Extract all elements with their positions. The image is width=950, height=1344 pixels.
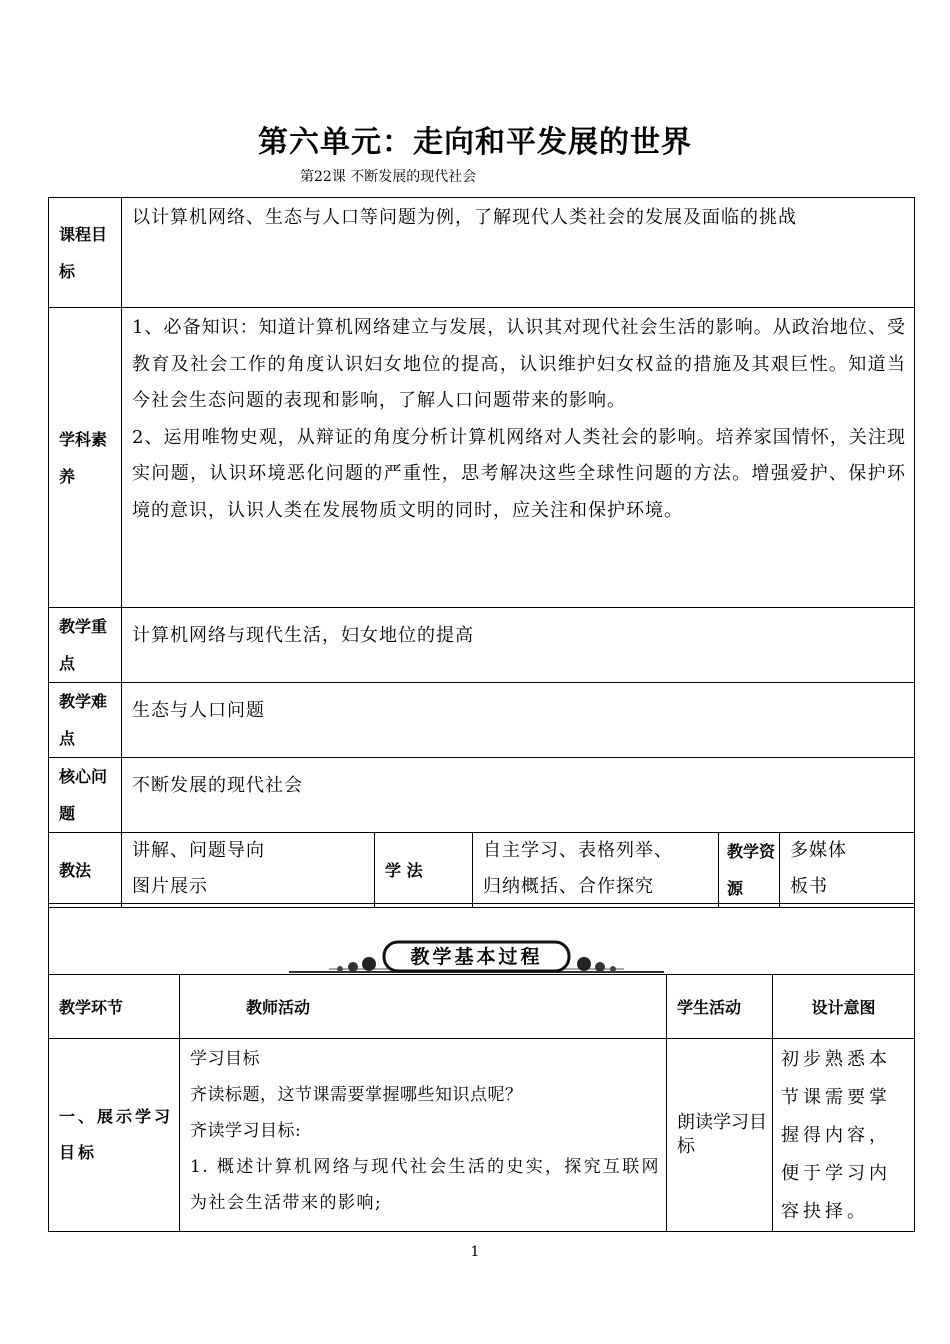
course-goal-label: 课程目标: [49, 198, 122, 308]
teacher-line: 1. 概述计算机网络与现代社会生活的史实，探究互联网为社会生活带来的影响;: [190, 1157, 660, 1213]
core-question-text: 不断发展的现代社会: [122, 758, 915, 833]
process-stage: 一、展示学习目标: [49, 1039, 180, 1232]
process-header-row: [49, 975, 915, 1039]
teacher-line: 齐读标题，这节课需要掌握哪些知识点呢？: [190, 1085, 523, 1105]
course-goal-text: 以计算机网络、生态与人口等问题为例，了解现代人类社会的发展及面临的挑战: [122, 198, 915, 308]
teacher-line: 学习目标: [190, 1049, 260, 1069]
resources-text: [780, 833, 915, 908]
process-student-activity: 朗读学习目标: [667, 1039, 773, 1232]
resources-line-1: 多媒体: [790, 840, 847, 861]
header-design: 设计意图: [773, 975, 915, 1039]
header-student: 学生活动: [667, 975, 773, 1039]
row-methods: [49, 833, 915, 908]
row-literacy: [49, 308, 915, 608]
lesson-overview-table: [48, 197, 915, 908]
row-course-goal: [49, 198, 915, 308]
teaching-method-label: 教法: [49, 833, 122, 908]
row-difficulty: [49, 683, 915, 758]
banner-cell: [49, 904, 915, 975]
core-question-label: 核心问题: [49, 758, 122, 833]
teaching-method-text: [122, 833, 375, 908]
process-teacher-activity: [180, 1039, 667, 1232]
literacy-paragraph-1: 1、必备知识：知道计算机网络建立与发展，认识其对现代社会生活的影响。从政治地位、受教育及社会工作的角度认识妇女地位的提高，认识维护妇女权益的措施及其艰巨性。知道当今社会生态问题的表现和影响，了解人口问题带来的影响。: [132, 317, 907, 411]
learning-method-text: [473, 833, 719, 908]
teaching-process-table: [48, 903, 915, 1232]
document-title: 第六单元：走向和平发展的世界: [258, 125, 692, 160]
literacy-label: 学科素养: [49, 308, 122, 608]
banner-title: 教学基本过程: [410, 946, 543, 968]
learning-method-line-1: 自主学习、表格列举、: [483, 840, 673, 861]
learning-method-label: 学 法: [375, 833, 473, 908]
resources-line-2: 板书: [790, 876, 828, 897]
process-row: [49, 1039, 915, 1232]
header-teacher: 教师活动: [180, 975, 667, 1039]
literacy-paragraph-2: 2、运用唯物史观，从辩证的角度分析计算机网络对人类社会的影响。培养家国情怀，关注现实问题，认识环境恶化问题的严重性，思考解决这些全球性问题的方法。增强爱护、保护环境的意识，认识人类在发展物质文明的同时，应关注和保护环境。: [132, 426, 907, 521]
teaching-method-line-2: 图片展示: [132, 876, 208, 897]
focus-text: 计算机网络与现代生活，妇女地位的提高: [122, 608, 915, 683]
header-stage: 教学环节: [49, 975, 180, 1039]
process-design-intent: 初步熟悉本节课需要掌握得内容，便于学习内容抉择。: [773, 1039, 915, 1232]
difficulty-label: 教学难点: [49, 683, 122, 758]
resources-label: 教学资源: [719, 833, 780, 908]
difficulty-text: 生态与人口问题: [122, 683, 915, 758]
teacher-line: 齐读学习目标:: [190, 1121, 302, 1141]
literacy-text: [122, 308, 915, 608]
lesson-subtitle: 第22课 不断发展的现代社会: [300, 169, 477, 185]
row-core-question: [49, 758, 915, 833]
page-number: 1: [470, 1244, 480, 1260]
focus-label: 教学重点: [49, 608, 122, 683]
row-banner: [49, 904, 915, 975]
row-focus: [49, 608, 915, 683]
process-banner: [289, 940, 664, 974]
learning-method-line-2: 归纳概括、合作探究: [483, 876, 654, 897]
teaching-method-line-1: 讲解、问题导向: [132, 840, 265, 861]
